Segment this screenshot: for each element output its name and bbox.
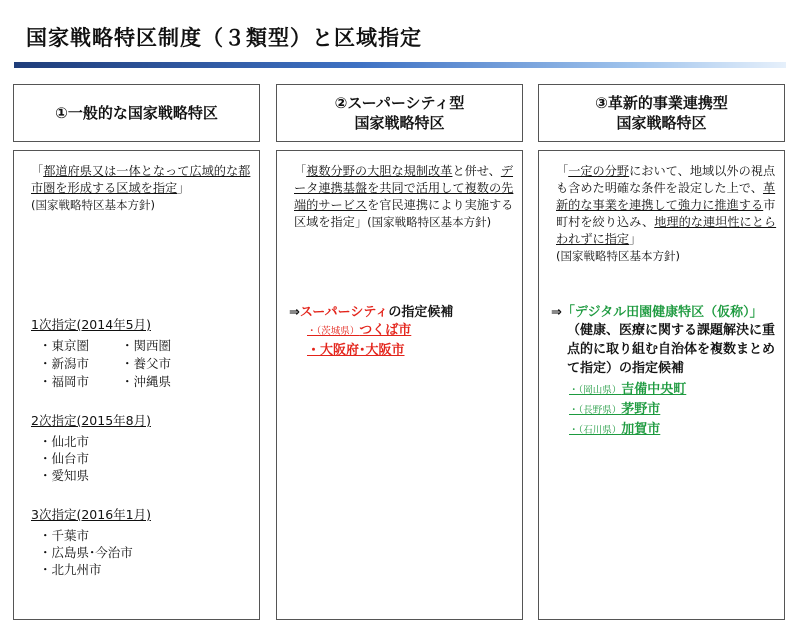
- city-list: [39, 433, 151, 484]
- list-item: ・東京圏: [39, 338, 90, 353]
- list-item: ・（岡山県）吉備中央町: [569, 382, 687, 397]
- list-item: ・（長野県）茅野市: [569, 402, 661, 417]
- column-header: [13, 84, 260, 142]
- list-item: ・仙北市: [39, 434, 90, 449]
- candidate-heading: ⇒「デジタル田園健康特区（仮称）」: [551, 305, 763, 320]
- policy-quote: 「一定の分野において、地域以外の視点も含めた明確な条件を設定した上で、革新的な事業を連携して強力に推進する市町村を絞り込み、地理的な連坦性にとらわれずに指定」 (国家戦略特区基本方針): [556, 164, 777, 263]
- candidate-list: [307, 321, 411, 360]
- quote-underlined: 都道府県又は一体となって広域的な都市圏を形成する区域を指定: [31, 164, 251, 195]
- list-item: ・福岡市: [39, 374, 90, 389]
- page-title: 国家戦略特区制度（３類型）と区域指定: [26, 26, 422, 50]
- phase-1: [31, 317, 211, 390]
- city-list: [39, 337, 211, 390]
- quote-source: (国家戦略特区基本方針): [31, 198, 155, 212]
- candidate-description: （健康、医療に関する課題解決に重点的に取り組む自治体を複数まとめて指定）の指定候補: [567, 323, 776, 376]
- list-item: ・沖縄県: [121, 374, 172, 389]
- column-header: [276, 84, 523, 142]
- list-item: ・（石川県）加賀市: [569, 422, 661, 437]
- list-item: ・養父市: [121, 356, 172, 371]
- list-item: ・広島県･今治市: [39, 545, 133, 560]
- candidate-list: [569, 380, 686, 440]
- list-item: ・仙台市: [39, 451, 90, 466]
- list-item: ・関西圏: [121, 338, 172, 353]
- column-super-city: [276, 84, 523, 358]
- phase-label: 2次指定(2015年8月): [31, 413, 151, 428]
- list-item: ・新潟市: [39, 356, 90, 371]
- list-item: ・愛知県: [39, 468, 90, 483]
- list-item: ・北九州市: [39, 562, 102, 577]
- candidate-heading: ⇒スーパーシティの指定候補: [289, 305, 454, 320]
- column-innovative-collaboration: [538, 84, 785, 437]
- phase-label: 3次指定(2016年1月): [31, 507, 151, 522]
- column-body: [276, 150, 523, 620]
- list-item: ・千葉市: [39, 528, 90, 543]
- quote-source: (国家戦略特区基本方針): [367, 215, 492, 229]
- phase-label: 1次指定(2014年5月): [31, 317, 151, 332]
- column-general-zone: [13, 84, 260, 577]
- column-body: [538, 150, 785, 620]
- policy-quote: 「都道府県又は一体となって広域的な都市圏を形成する区域を指定」 (国家戦略特区基本方針): [31, 164, 251, 212]
- quote-source: (国家戦略特区基本方針): [556, 249, 680, 263]
- city-list: [39, 527, 151, 578]
- column-body: [13, 150, 260, 620]
- column-header-text: ①一般的な国家戦略特区: [55, 104, 218, 122]
- title-gradient-bar: [14, 62, 786, 68]
- list-item: ・大阪府･大阪市: [307, 343, 405, 358]
- policy-quote: 「複数分野の大胆な規制改革と併せ、データ連携基盤を共同で活用して複数の先端的サービスを官民連携により実施する区域を指定」(国家戦略特区基本方針): [294, 164, 514, 229]
- list-item: ・（茨城県）つくば市: [307, 323, 412, 338]
- column-header-text: ③革新的事業連携型 国家戦略特区: [595, 94, 728, 132]
- phase-3: [31, 507, 151, 578]
- column-header-text: ②スーパーシティ型 国家戦略特区: [334, 94, 465, 132]
- phase-2: [31, 413, 151, 484]
- column-header: [538, 84, 785, 142]
